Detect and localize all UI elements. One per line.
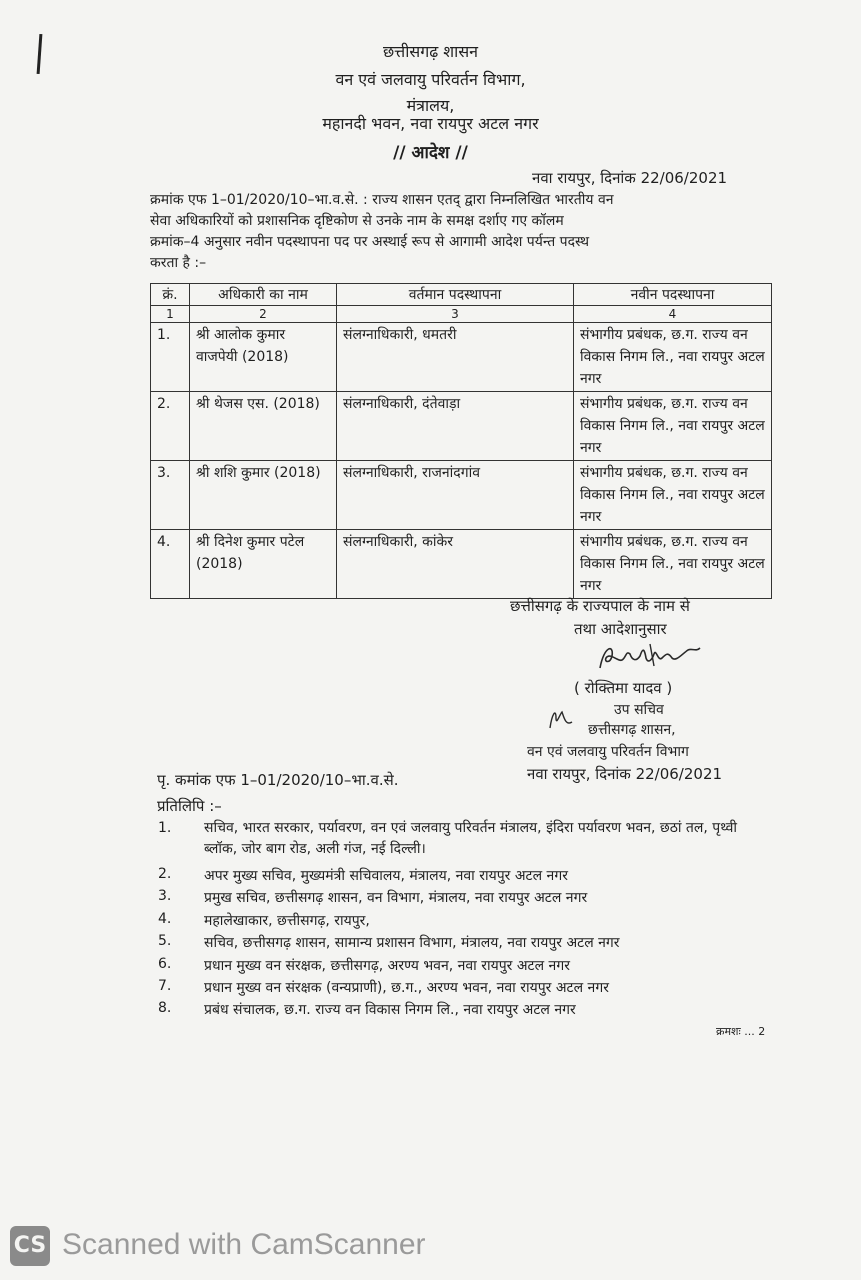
list-item-text: प्रधान मुख्य वन संरक्षक (वन्यप्राणी), छ.ग., अरण्य भवन, नवा रायपुर अटल नगर bbox=[204, 980, 609, 996]
order-place-date: नवा रायपुर, दिनांक 22/06/2021 bbox=[532, 169, 728, 187]
list-item-text: महालेखाकार, छत्तीसगढ़, रायपुर, bbox=[204, 913, 370, 929]
order-line-1: क्रमांक एफ 1–01/2020/10–भा.व.से. : राज्य शासन एतद् द्वारा निम्नलिखित भारतीय वन bbox=[150, 192, 614, 208]
cell-new: संभागीय प्रबंधक, छ.ग. राज्य वन विकास निगम लि., नवा रायपुर अटल नगर bbox=[574, 323, 772, 392]
camscanner-logo-icon: CS bbox=[10, 1226, 50, 1266]
signatory-designation: उप सचिव bbox=[614, 702, 664, 718]
cell-current: संलग्नाधिकारी, धमतरी bbox=[337, 323, 574, 392]
endorsement-date: नवा रायपुर, दिनांक 22/06/2021 bbox=[527, 765, 723, 783]
col-header-new: नवीन पदस्थापना bbox=[574, 284, 772, 306]
col-number-row bbox=[151, 306, 772, 323]
table-row bbox=[151, 392, 772, 461]
list-item-number: 8. bbox=[158, 1000, 172, 1016]
col-number: 4 bbox=[574, 306, 772, 323]
signatory-org: छत्तीसगढ़ शासन, bbox=[588, 722, 676, 738]
order-line-4: करता है :– bbox=[150, 255, 207, 271]
col-header-sno: क्रं. bbox=[151, 284, 190, 306]
table-row bbox=[151, 323, 772, 392]
table-row bbox=[151, 461, 772, 530]
signatory-dept: वन एवं जलवायु परिवर्तन विभाग bbox=[527, 744, 689, 760]
initials-mark bbox=[548, 704, 574, 732]
list-item-text: प्रधान मुख्य वन संरक्षक, छत्तीसगढ़, अरण्य भवन, नवा रायपुर अटल नगर bbox=[204, 958, 570, 974]
signature-image bbox=[596, 640, 706, 674]
camscanner-watermark bbox=[10, 1224, 490, 1268]
endorsement-ref: पृ. कमांक एफ 1–01/2020/10–भा.व.से. bbox=[157, 771, 399, 789]
order-line-2: सेवा अधिकारियों को प्रशासनिक दृष्टिकोण से उनके नाम के समक्ष दर्शाए गए कॉलम bbox=[150, 213, 564, 229]
authority-line-2: तथा आदेशानुसार bbox=[574, 620, 667, 638]
list-item-number: 7. bbox=[158, 978, 172, 994]
table-row bbox=[151, 530, 772, 599]
cell-new: संभागीय प्रबंधक, छ.ग. राज्य वन विकास निगम लि., नवा रायपुर अटल नगर bbox=[574, 392, 772, 461]
ministry-line: मंत्रालय, bbox=[406, 96, 455, 115]
list-item-number: 3. bbox=[158, 888, 172, 904]
authority-line-1: छत्तीसगढ़ के राज्यपाल के नाम से bbox=[510, 597, 690, 615]
table-header-row bbox=[151, 284, 772, 306]
copy-to-label: प्रतिलिपि :– bbox=[157, 797, 222, 815]
list-item bbox=[150, 818, 770, 858]
cell-new: संभागीय प्रबंधक, छ.ग. राज्य वन विकास निगम लि., नवा रायपुर अटल नगर bbox=[574, 461, 772, 530]
cell-sno: 4. bbox=[151, 530, 190, 599]
col-number: 3 bbox=[337, 306, 574, 323]
dept-name: वन एवं जलवायु परिवर्तन विभाग, bbox=[335, 70, 526, 89]
continued-marker: क्रमशः ... 2 bbox=[716, 1025, 766, 1038]
address-line: महानदी भवन, नवा रायपुर अटल नगर bbox=[322, 114, 539, 133]
list-item-number: 4. bbox=[158, 911, 172, 927]
cell-officer: श्री दिनेश कुमार पटेल (2018) bbox=[190, 530, 337, 599]
list-item-text: सचिव, छत्तीसगढ़ शासन, सामान्य प्रशासन विभाग, मंत्रालय, नवा रायपुर अटल नगर bbox=[204, 935, 620, 951]
col-header-officer: अधिकारी का नाम bbox=[190, 284, 337, 306]
list-item-number: 1. bbox=[158, 820, 172, 836]
cell-current: संलग्नाधिकारी, दंतेवाड़ा bbox=[337, 392, 574, 461]
list-item-number: 5. bbox=[158, 933, 172, 949]
col-number: 2 bbox=[190, 306, 337, 323]
camscanner-text: Scanned with CamScanner bbox=[62, 1228, 426, 1261]
cell-sno: 3. bbox=[151, 461, 190, 530]
cell-new: संभागीय प्रबंधक, छ.ग. राज्य वन विकास निगम लि., नवा रायपुर अटल नगर bbox=[574, 530, 772, 599]
posting-table bbox=[150, 283, 772, 599]
order-paragraph bbox=[150, 190, 772, 274]
cell-officer: श्री थेजस एस. (2018) bbox=[190, 392, 337, 461]
list-item-text: प्रमुख सचिव, छत्तीसगढ़ शासन, वन विभाग, मंत्रालय, नवा रायपुर अटल नगर bbox=[204, 890, 588, 906]
cell-officer: श्री शशि कुमार (2018) bbox=[190, 461, 337, 530]
list-item-number: 2. bbox=[158, 866, 172, 882]
list-item-number: 6. bbox=[158, 956, 172, 972]
col-number: 1 bbox=[151, 306, 190, 323]
order-line-3: क्रमांक–4 अनुसार नवीन पदस्थापना पद पर अस्थाई रूप से आगामी आदेश पर्यन्त पदस्थ bbox=[150, 234, 590, 250]
col-header-current: वर्तमान पदस्थापना bbox=[337, 284, 574, 306]
list-item-text: अपर मुख्य सचिव, मुख्यमंत्री सचिवालय, मंत्रालय, नवा रायपुर अटल नगर bbox=[204, 868, 568, 884]
cell-current: संलग्नाधिकारी, राजनांदगांव bbox=[337, 461, 574, 530]
cell-current: संलग्नाधिकारी, कांकेर bbox=[337, 530, 574, 599]
order-title: // आदेश // bbox=[393, 143, 468, 163]
list-item-text: सचिव, भारत सरकार, पर्यावरण, वन एवं जलवायु परिवर्तन मंत्रालय, इंदिरा पर्यावरण भवन, छठां तल, पृथ्वी ब्लॉक, जोर बाग रोड, अली गंज, नई दिल्ली। bbox=[204, 820, 738, 857]
cell-sno: 2. bbox=[151, 392, 190, 461]
cell-officer: श्री आलोक कुमार वाजपेयी (2018) bbox=[190, 323, 337, 392]
signatory-name: ( रोक्तिमा यादव ) bbox=[574, 679, 673, 697]
list-item-text: प्रबंध संचालक, छ.ग. राज्य वन विकास निगम लि., नवा रायपुर अटल नगर bbox=[204, 1002, 576, 1018]
govt-name: छत्तीसगढ़ शासन bbox=[382, 42, 479, 61]
cell-sno: 1. bbox=[151, 323, 190, 392]
